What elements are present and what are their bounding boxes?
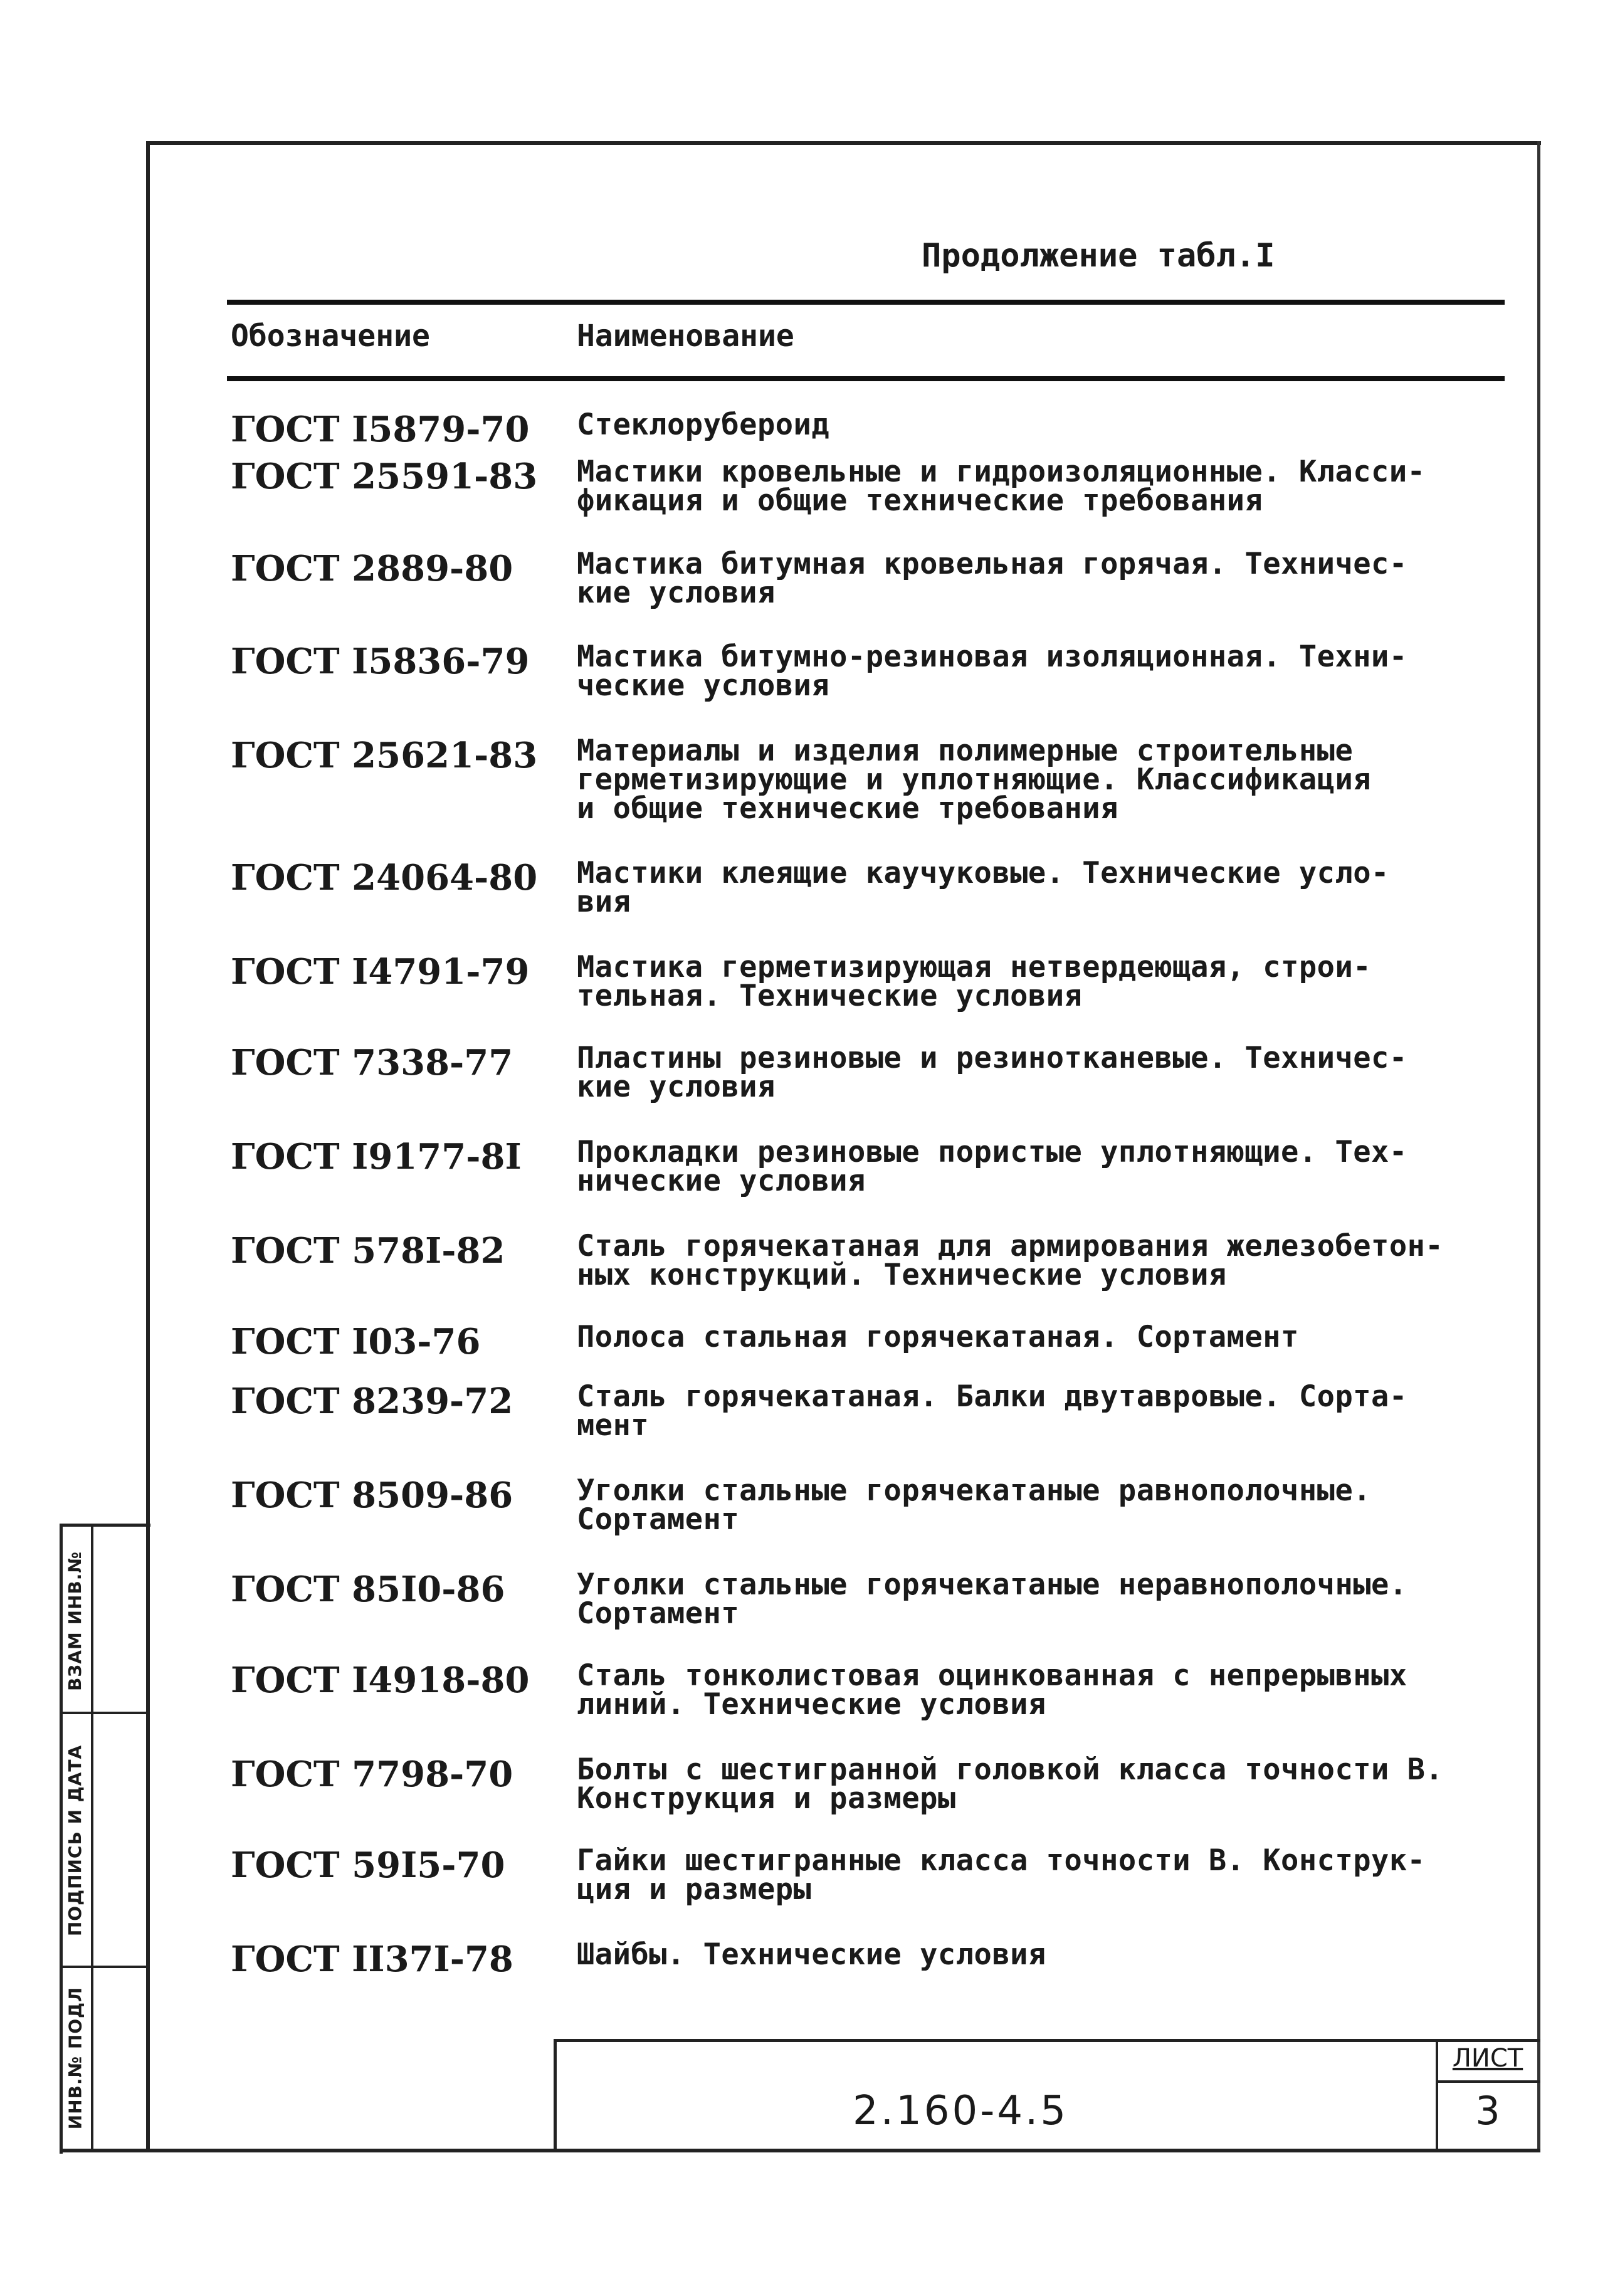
- column-header-designation: Обозначение: [231, 319, 430, 354]
- row-designation: ГОСТ I03-76: [231, 1321, 481, 1362]
- title-block-top-border: [554, 2039, 1540, 2042]
- column-header-name: Наименование: [577, 319, 794, 354]
- frame-border-bottom: [60, 2149, 1540, 2152]
- row-designation: ГОСТ 8509-86: [231, 1475, 513, 1516]
- row-name: Мастика герметизирующая нетвердеющая, строи- тельная. Технические условия: [577, 950, 1372, 1013]
- row-designation: ГОСТ II37I-78: [231, 1939, 513, 1980]
- sheet-cell-separator: [1436, 2080, 1540, 2083]
- side-label-signature-date: ПОДПИСЬ И ДАТА: [65, 1744, 86, 1936]
- row-name: Стеклорубероид: [577, 408, 830, 442]
- row-designation: ГОСТ 59I5-70: [231, 1845, 505, 1886]
- table-header-rule: [227, 376, 1505, 381]
- row-designation: ГОСТ 7338-77: [231, 1042, 513, 1083]
- row-name: Гайки шестигранные класса точности В. Конструк- ция и размеры: [577, 1843, 1426, 1907]
- row-name: Материалы и изделия полимерные строительные герметизирующие и уплотняющие. Классификация и общие технические требования: [577, 734, 1372, 826]
- table-top-rule: [227, 300, 1505, 305]
- row-name: Уголки стальные горячекатаные неравнополочные. Сортамент: [577, 1567, 1407, 1631]
- row-designation: ГОСТ 25621-83: [231, 735, 538, 776]
- row-designation: ГОСТ 24064-80: [231, 857, 538, 898]
- row-designation: ГОСТ 25591-83: [231, 456, 538, 497]
- sheet-label: ЛИСТ: [1452, 2044, 1523, 2073]
- row-name: Пластины резиновые и резинотканевые. Техничес- кие условия: [577, 1041, 1407, 1104]
- side-cell-substitute-inv: [58, 1530, 93, 1712]
- side-cell-signature-date: [58, 1715, 93, 1966]
- row-name: Уголки стальные горячекатаные равнополочные. Сортамент: [577, 1473, 1372, 1537]
- row-designation: ГОСТ I4791-79: [231, 951, 530, 993]
- row-name: Мастика битумная кровельная горячая. Техничес- кие условия: [577, 547, 1407, 610]
- row-name: Сталь горячекатаная для армирования железобетон- ных конструкций. Технические условия: [577, 1229, 1444, 1292]
- side-stamp-separator: [60, 1966, 147, 1968]
- sheet-number: 3: [1475, 2088, 1500, 2134]
- row-designation: ГОСТ I4918-80: [231, 1660, 530, 1701]
- row-designation: ГОСТ 2889-80: [231, 548, 513, 589]
- row-name: Сталь горячекатаная. Балки двутавровые. Сорта- мент: [577, 1379, 1407, 1443]
- side-stamp-separator: [60, 1712, 147, 1714]
- side-label-original-inv: ИНВ.№ ПОДЛ: [65, 1986, 86, 2130]
- side-label-substitute-inv: ВЗАМ ИНВ.№: [65, 1551, 86, 1691]
- title-block-left-border: [554, 2039, 557, 2151]
- row-name: Мастики клеящие каучуковые. Технические усло- вия: [577, 856, 1389, 919]
- frame-border-right: [1537, 141, 1540, 2152]
- row-name: Прокладки резиновые пористые уплотняющие. Тех- нические условия: [577, 1135, 1407, 1198]
- row-designation: ГОСТ 578I-82: [231, 1230, 505, 1272]
- row-name: Полоса стальная горячекатаная. Сортамент: [577, 1320, 1299, 1354]
- row-designation: ГОСТ 7798-70: [231, 1754, 513, 1795]
- row-designation: ГОСТ 85I0-86: [231, 1569, 505, 1610]
- row-designation: ГОСТ I5836-79: [231, 641, 530, 682]
- side-cell-original-inv: [58, 1969, 93, 2147]
- row-name: Мастика битумно-резиновая изоляционная. Техни- ческие условия: [577, 640, 1407, 703]
- sheet-cell-border: [1436, 2039, 1438, 2151]
- row-name: Болты с шестигранной головкой класса точности В. Конструкция и размеры: [577, 1752, 1444, 1816]
- row-name: Сталь тонколистовая оцинкованная с непрерывных линий. Технические условия: [577, 1658, 1407, 1722]
- document-number: 2.160-4.5: [853, 2088, 1069, 2134]
- row-name: Шайбы. Технические условия: [577, 1937, 1046, 1972]
- row-designation: ГОСТ I9177-8I: [231, 1136, 522, 1177]
- row-designation: ГОСТ I5879-70: [231, 409, 530, 450]
- table-caption: Продолжение табл.I: [922, 237, 1275, 275]
- frame-border-top: [146, 141, 1541, 145]
- row-designation: ГОСТ 8239-72: [231, 1381, 513, 1422]
- row-name: Мастики кровельные и гидроизоляционные. Класси- фикация и общие технические требования: [577, 455, 1426, 518]
